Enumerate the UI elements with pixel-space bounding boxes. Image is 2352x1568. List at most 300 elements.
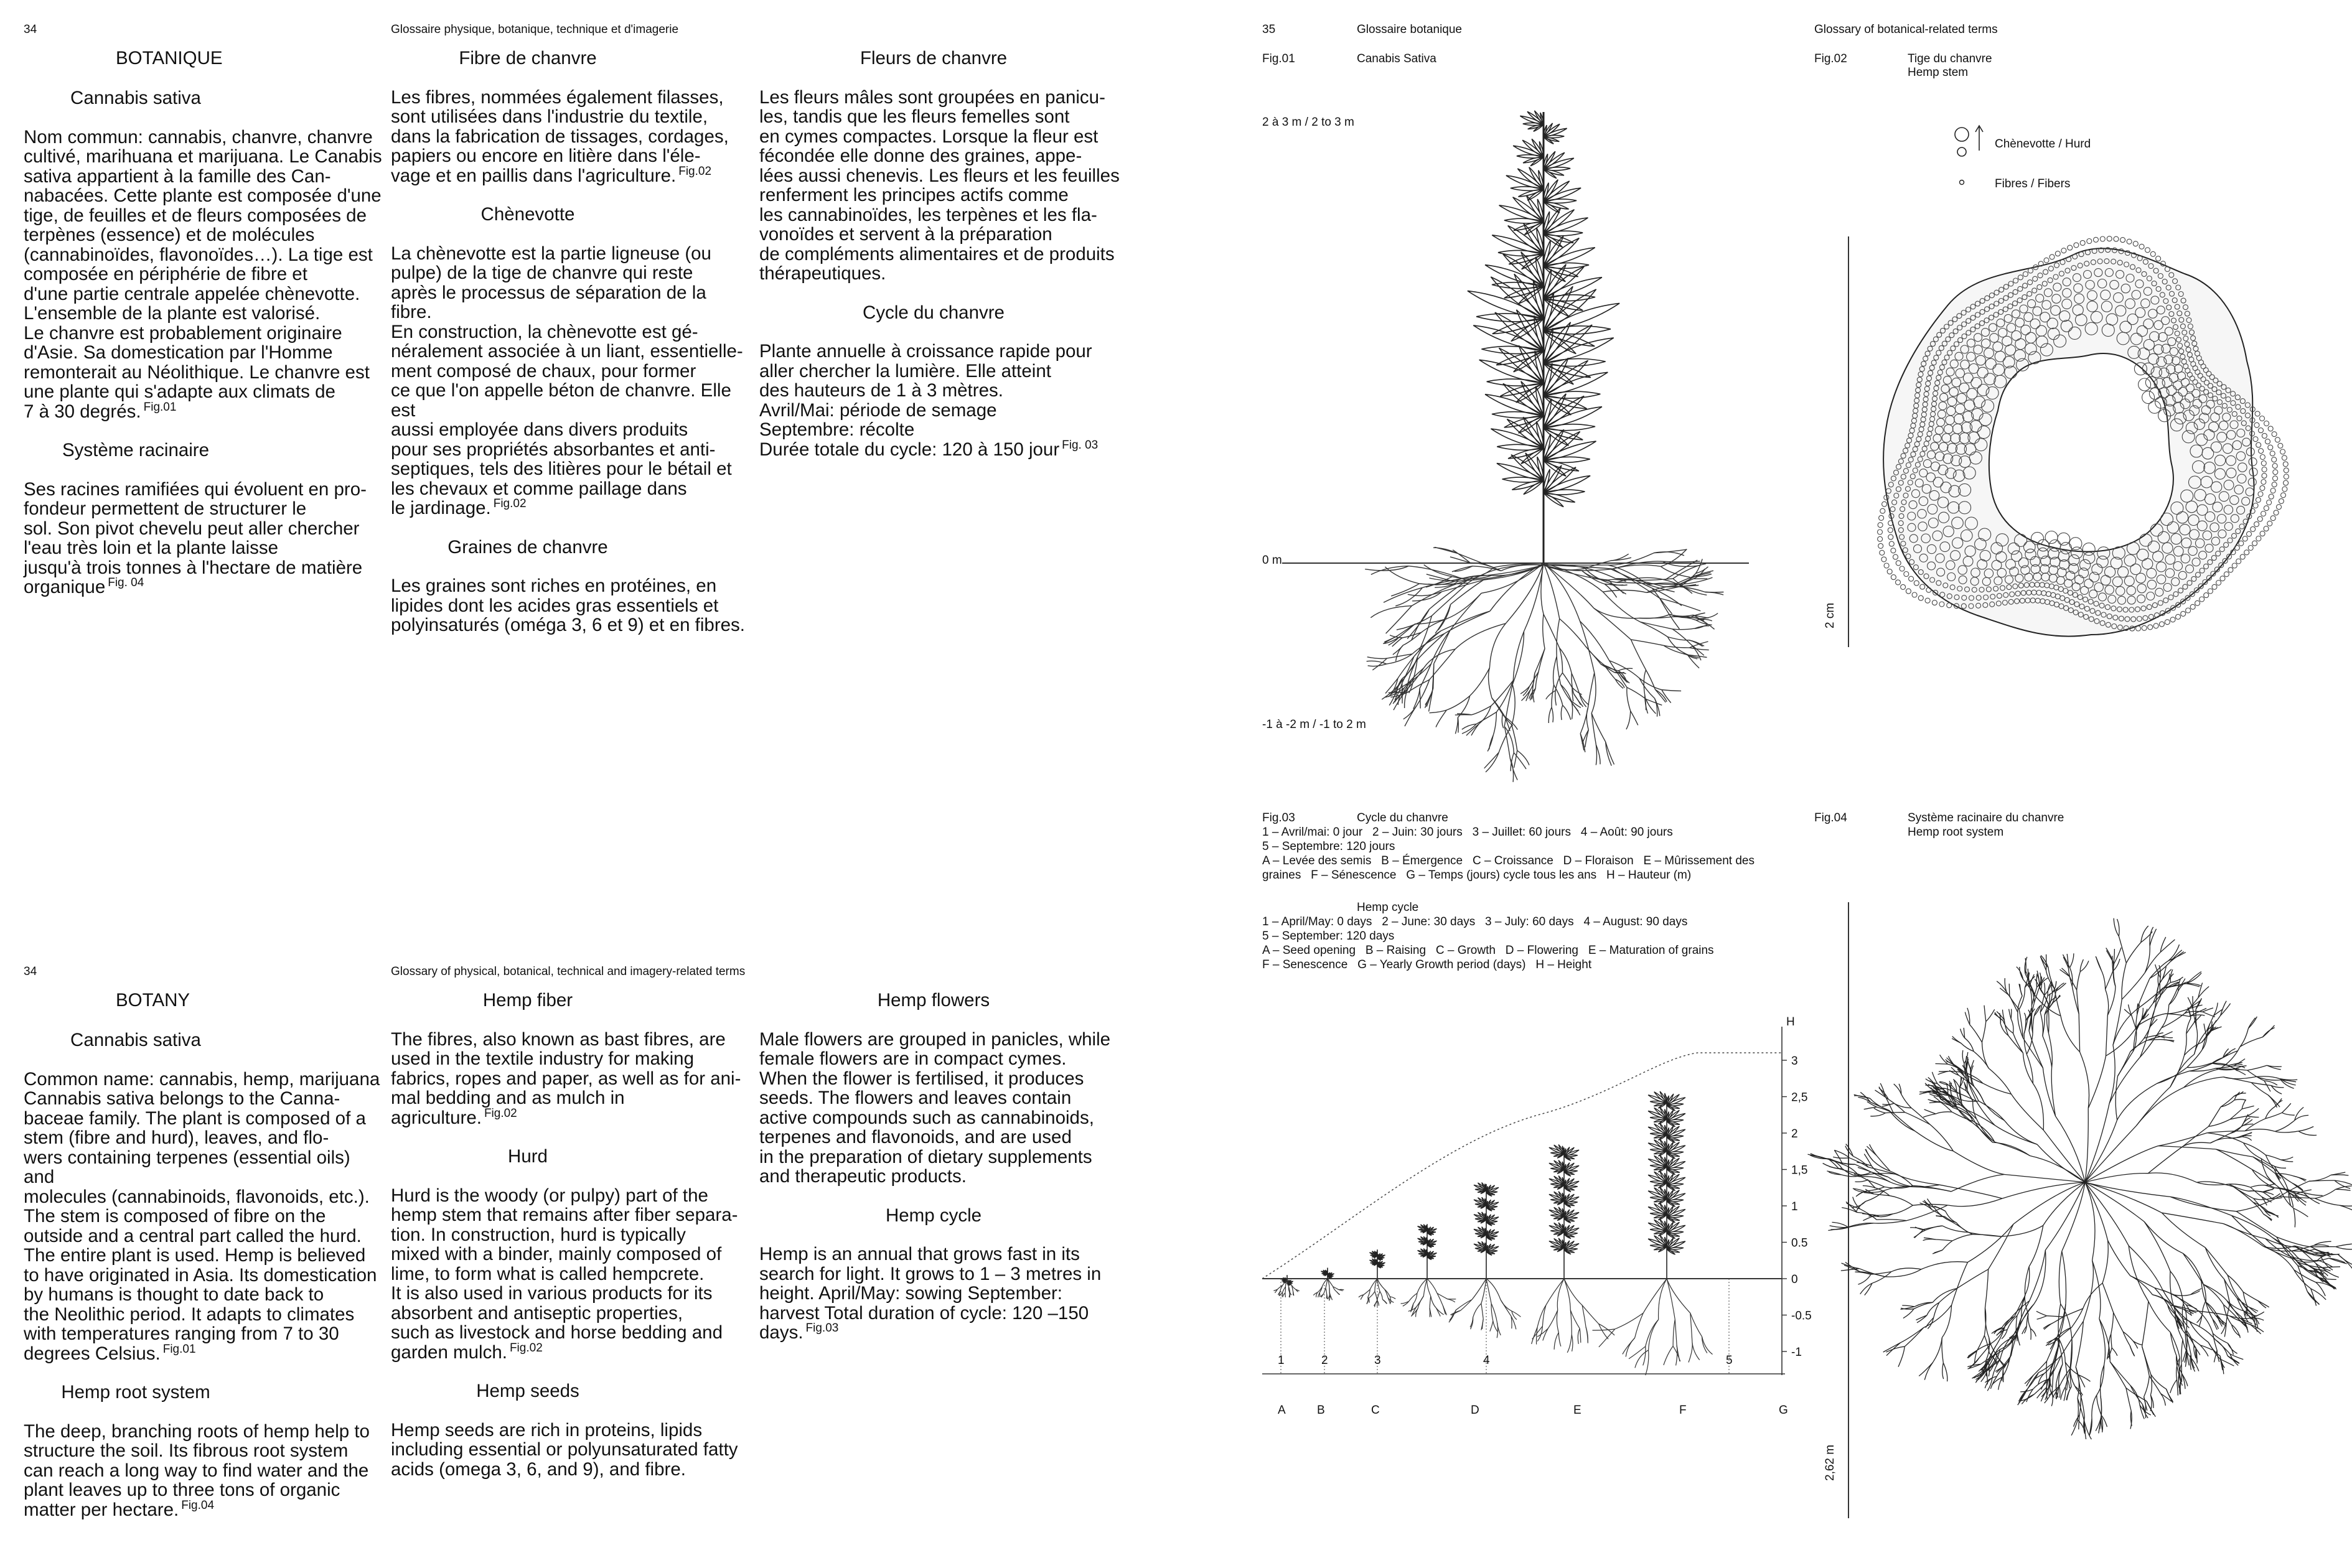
root-strand (1580, 621, 1609, 660)
root-strand (1690, 642, 1708, 648)
paragraph-cannabis-fr (24, 128, 385, 422)
root-strand (2085, 1182, 2162, 1213)
root-strand (2263, 1190, 2273, 1192)
root-strand (1876, 1155, 1890, 1171)
root-strand (2036, 974, 2037, 987)
root-strand (2028, 1314, 2030, 1329)
cell (1947, 603, 1952, 608)
column-2-fr (391, 49, 752, 635)
root-strand (1673, 1320, 1675, 1346)
cell (1906, 589, 1911, 594)
text-seeds-en: Hemp seeds are rich in proteins, lipids including essential or polyunsaturated fatty acids (omega 3, 6, and 9), and fibre. (391, 1419, 738, 1480)
cell (2268, 445, 2273, 450)
root-strand (2110, 1361, 2126, 1388)
root-strand (2063, 1309, 2083, 1317)
root-strand (2242, 1099, 2246, 1109)
root-strand (2107, 987, 2115, 1015)
fig02-scale-bar (1842, 236, 1855, 647)
root-strand (1493, 712, 1496, 735)
root-strand (1808, 1154, 1828, 1159)
root-strand (1473, 1304, 1481, 1317)
root-strand (2234, 1099, 2246, 1101)
root-strand (2077, 972, 2081, 991)
paragraph-root-en (24, 1422, 385, 1520)
cell (1879, 515, 1884, 520)
cell (2055, 251, 2060, 256)
text-flowers-fr: Les fleurs mâles sont groupées en panicu- les, tandis que les fleurs femelles sont en cymes compactes. Lorsque la fleur est fécondée elle donne des graines, appe- lées aussi chenevis. Les fleurs et les feuilles renferment les principes actifs comme les cannabinoïdes, les terpènes et les fla- vonoïdes et servent à la préparation de compléments alimentaires et de produits thérapeutiques. (759, 86, 1120, 284)
cell (2239, 541, 2244, 546)
root-strand (2171, 977, 2183, 982)
cell (2252, 541, 2257, 546)
cell (1925, 598, 1930, 603)
root-strand (1543, 614, 1545, 648)
cell (2208, 589, 2213, 594)
cell (2262, 433, 2267, 438)
paragraph-seeds-en (391, 1421, 752, 1480)
cell (2159, 622, 2164, 627)
root-strand (2046, 1361, 2047, 1379)
root-strand (2085, 1182, 2095, 1261)
root-strand (2122, 973, 2145, 999)
y-tick-label: -1 (1791, 1346, 1802, 1359)
root-strand (1283, 1293, 1285, 1297)
root-strand (1615, 1313, 1644, 1329)
cell (2281, 493, 2286, 498)
paragraph-cycle-en (759, 1244, 1120, 1343)
root-strand (1952, 1262, 1968, 1305)
root-strand (1873, 1161, 1891, 1172)
root-strand (1949, 1096, 1967, 1110)
fig02-title-fr: Tige du chanvre (1908, 52, 1992, 65)
root-strand (1916, 1315, 1927, 1320)
root-strand (1578, 1328, 1580, 1344)
section-title-fr: BOTANIQUE (116, 48, 223, 68)
root-strand (2199, 1311, 2213, 1333)
root-strand (1970, 1025, 1982, 1042)
cell (2278, 443, 2283, 448)
root-strand (1412, 633, 1445, 654)
root-strand (2083, 1283, 2102, 1309)
root-strand (2008, 1035, 2023, 1053)
root-strand (2069, 976, 2077, 990)
cell (2274, 510, 2279, 515)
root-strand (2111, 1334, 2112, 1348)
root-strand (2099, 1318, 2106, 1365)
root-strand (1455, 623, 1506, 649)
leaflet (1544, 429, 1564, 460)
root-strand (2114, 948, 2122, 964)
root-strand (1453, 550, 1470, 563)
root-strand (1535, 649, 1545, 673)
heading-seeds-fr: Graines de chanvre (447, 536, 608, 558)
root-strand (2029, 1031, 2043, 1068)
root-strand (2275, 1121, 2294, 1132)
root-strand (2029, 1225, 2043, 1266)
root-strand (1436, 710, 1446, 727)
root-strand (1408, 566, 1467, 581)
root-strand (1984, 1006, 1986, 1022)
cell (2242, 536, 2247, 541)
root-strand (2004, 1175, 2085, 1183)
root-strand (1546, 1279, 1564, 1305)
cell (1878, 530, 1883, 534)
root-strand (2080, 961, 2089, 971)
root-strand (2232, 1325, 2241, 1338)
root-strand (2216, 1149, 2253, 1157)
root-strand (1327, 1294, 1328, 1299)
cell (1893, 554, 1898, 559)
cell (2284, 474, 2289, 479)
root-strand (1470, 668, 1490, 696)
root-strand (2067, 1387, 2071, 1401)
fig03-legend-en-2: 5 – September: 120 days (1262, 930, 1395, 943)
y-tick-label: 3 (1791, 1055, 1798, 1068)
root-strand (1696, 620, 1712, 625)
heading-fiber-en: Hemp fiber (482, 990, 573, 1010)
cell (1881, 557, 1886, 562)
root-strand (2236, 1211, 2277, 1237)
root-strand (1675, 1320, 1677, 1346)
root-strand (2247, 1116, 2259, 1118)
root-strand (2112, 1348, 2117, 1356)
root-strand (2282, 1113, 2295, 1115)
phase-label: E (1573, 1404, 1581, 1417)
cell (1901, 584, 1906, 589)
fig03-legend-fr-2: 5 – Septembre: 120 jours (1262, 840, 1395, 853)
root-strand (1337, 1292, 1340, 1295)
axis-h-label: H (1786, 1015, 1795, 1029)
cell (2080, 240, 2085, 245)
root-strand (1427, 1279, 1431, 1296)
cell (2216, 581, 2221, 586)
root-strand (1451, 1310, 1460, 1315)
root-strand (1380, 1291, 1382, 1299)
root-strand (2158, 1133, 2207, 1146)
root-strand (1591, 673, 1596, 713)
fig04-title-en: Hemp root system (1908, 826, 2004, 839)
root-strand (2262, 1025, 2274, 1037)
root-strand (2114, 949, 2115, 964)
root-strand (2113, 999, 2122, 1045)
root-strand (1940, 1055, 1948, 1064)
root-strand (1923, 1226, 1942, 1230)
root-strand (1626, 711, 1631, 730)
root-strand (1942, 1305, 1951, 1337)
root-strand (2101, 971, 2105, 989)
paragraph-fiber-en (391, 1030, 752, 1128)
cell (1926, 587, 1931, 592)
root-strand (1919, 1363, 1933, 1376)
cell (2270, 451, 2275, 456)
root-strand (1936, 1112, 1952, 1114)
root-strand (1593, 1329, 1615, 1330)
stage-label: 1 (1278, 1354, 1285, 1367)
root-strand (1476, 712, 1496, 724)
cell (2284, 468, 2289, 473)
cell (1914, 581, 1919, 586)
root-strand (2186, 1019, 2191, 1034)
root-strand (1436, 1308, 1444, 1315)
root-strand (2106, 989, 2109, 1015)
root-strand (2051, 1317, 2063, 1323)
root-strand (2244, 1143, 2266, 1155)
root-strand (2160, 940, 2175, 952)
heading-cannabis-sativa-en: Cannabis sativa (70, 1030, 201, 1050)
root-strand (1629, 1346, 1646, 1359)
root-strand (2117, 1083, 2157, 1120)
root-strand (1603, 590, 1646, 593)
root-strand (1952, 1038, 1961, 1043)
root-strand (1915, 1131, 1954, 1151)
root-strand (1914, 1230, 1923, 1238)
root-strand (1995, 1142, 2030, 1155)
root-strand (1395, 587, 1422, 606)
root-strand (2044, 982, 2045, 996)
text-cannabis-fr: Nom commun: cannabis, chanvre, chanvre cultivé, marihuana et marijuana. Le Canabis sativa appartient à la famille des Can- nabacées. Cette plante est composée d'une tige, de feuilles et de fleurs composées de terpènes (essence) et de molécules (cannabinoïdes, flavonoïdes…). La tige est composée en périphérie de fibre et d'une partie centrale appelée chènevotte. L'ensemble de la plante est valorisé. Le chanvre est probablement originaire d'Asie. Sa domestication par l'Homme remonterait au Néolithique. Le chanvre est une plante qui s'adapte aux climats de 7 à 30 degrés. (24, 126, 382, 422)
root-strand (2076, 1321, 2083, 1367)
cell (2186, 608, 2191, 613)
cell (2264, 506, 2269, 511)
root-strand (1544, 563, 1580, 621)
root-strand (1876, 1220, 1907, 1221)
cell (2275, 437, 2280, 442)
root-strand (1667, 1279, 1675, 1320)
y-tick-label: 2,5 (1791, 1091, 1808, 1104)
cell (2190, 604, 2195, 609)
root-strand (1656, 689, 1666, 702)
fig03-title-en: Hemp cycle (1357, 901, 1419, 914)
root-strand (1858, 1167, 1871, 1172)
root-strand (2298, 1127, 2313, 1131)
root-strand (1867, 1180, 1885, 1187)
root-strand (1989, 1068, 2011, 1094)
root-strand (2005, 1300, 2030, 1324)
page-number-en: 34 (24, 965, 37, 978)
root-strand (1905, 1113, 1931, 1125)
cell (2133, 241, 2138, 246)
root-strand (1948, 1085, 1959, 1094)
root-strand (2261, 1159, 2267, 1176)
root-strand (1977, 1335, 1984, 1351)
text-cannabis-en: Common name: cannabis, hemp, marijuana Cannabis sativa belongs to the Canna- baceae family. The plant is composed of a stem (fibre and hurd), leaves, and flo- wers containing terpenes (essential oils) and molecules (cannabinoids, flavonoids, etc.). The stem is composed of fibre on the outside and a central part called the hurd. The entire plant is used. Hemp is believed to have originated in Asia. Its domestication by humans is thought to date back to the Neolithic period. It adapts to climates with temperatures ranging from 7 to 30 degrees Celsius. (24, 1068, 380, 1364)
root-strand (1563, 706, 1571, 720)
heading-root-system-en: Hemp root system (61, 1382, 210, 1402)
root-strand (2170, 1332, 2180, 1358)
root-strand (1896, 1174, 1940, 1185)
cell (2150, 251, 2155, 256)
root-strand (1504, 726, 1510, 758)
cell (2234, 545, 2239, 550)
text-hurd-fr: La chènevotte est la partie ligneuse (ou pulpe) de la tige de chanvre qui reste après le processus de séparation de la fibre. En construction, la chènevotte est gé- néralement associée à un liant, essentielle- ment composé de chaux, pour former ce que l'on appelle béton de chanvre. Elle est aussi employée dans divers produits pour ses propriétés absorbantes et anti- septiques, tels des litières pour le bétail et les chevaux et comme paillage dans le jardinage. (391, 243, 743, 518)
root-strand (1368, 664, 1387, 666)
root-strand (2181, 1340, 2183, 1364)
cell (2268, 426, 2273, 431)
cell (1882, 502, 1887, 506)
heading-cycle-fr: Cycle du chanvre (863, 302, 1005, 323)
root-strand (2000, 1024, 2008, 1035)
root-strand (1914, 1230, 1926, 1238)
text-cycle-fr: Plante annuelle à croissance rapide pour aller chercher la lumière. Elle atteint des hauteurs de 1 à 3 mètres. Avril/Mai: période de semage Septembre: récolte Durée totale du cycle: 120 à 150 jour (759, 341, 1092, 460)
root-strand (1618, 668, 1633, 671)
paragraph-cannabis-en (24, 1070, 385, 1364)
root-strand (2264, 1214, 2272, 1220)
cell (2283, 462, 2288, 467)
root-strand (2083, 1261, 2093, 1322)
root-strand (1377, 1279, 1380, 1291)
cell (2253, 503, 2258, 508)
root-strand (1586, 646, 1601, 665)
y-tick-label: 2 (1791, 1127, 1798, 1141)
heading-seeds-en: Hemp seeds (476, 1381, 579, 1401)
root-strand (2209, 1119, 2230, 1126)
root-strand (1435, 604, 1451, 633)
paragraph-root-fr (24, 480, 385, 597)
paragraph-hurd-en (391, 1186, 752, 1363)
root-strand (1552, 707, 1553, 722)
root-strand (1890, 1196, 1913, 1206)
phase-label: D (1471, 1404, 1479, 1417)
paragraph-flowers-fr (759, 88, 1120, 284)
root-strand (1692, 1342, 1700, 1360)
root-strand (2254, 1198, 2270, 1200)
fig02-number: Fig.02 (1814, 52, 1847, 65)
root-strand (2092, 1395, 2097, 1419)
root-strand (1640, 622, 1672, 629)
cell (1887, 569, 1892, 574)
cell (1896, 561, 1901, 566)
root-strand (1552, 685, 1554, 707)
root-strand (1512, 1311, 1521, 1317)
root-strand (1417, 1296, 1423, 1307)
root-strand (2267, 1065, 2280, 1070)
cell (2257, 516, 2262, 521)
root-strand (1546, 691, 1555, 699)
stage-label: 4 (1483, 1354, 1490, 1367)
root-strand (2007, 992, 2019, 1009)
root-strand (2012, 1094, 2044, 1130)
paragraph-cycle-fr (759, 342, 1120, 459)
root-strand (2080, 1052, 2089, 1109)
fig-ref: Fig. 04 (108, 576, 144, 590)
root-strand (2224, 1279, 2230, 1304)
cell (1888, 534, 1893, 539)
fig03-legend-fr-3: A – Levée des semis B – Émergence C – Croissance D – Floraison E – Mûrissement des (1262, 854, 1755, 867)
fig-ref: Fig.02 (509, 1341, 543, 1355)
root-strand (2045, 1182, 2085, 1250)
paragraph-flowers-en (759, 1030, 1120, 1187)
cell (1878, 543, 1883, 548)
text-root-en: The deep, branching roots of hemp help to structure the soil. Its fibrous root system can reach a long way to find water and the plant leaves up to three tons of organic matter per hectare. (24, 1421, 370, 1520)
cell (2261, 480, 2266, 485)
root-strand (1635, 1313, 1644, 1338)
y-tick-label: 0 (1791, 1273, 1798, 1286)
root-strand (1921, 1262, 1968, 1269)
root-strand (1947, 1198, 2002, 1206)
root-strand (2126, 1388, 2147, 1401)
root-strand (1974, 1052, 1989, 1068)
root-strand (2242, 1106, 2254, 1109)
root-strand (1384, 587, 1422, 602)
root-strand (1443, 1306, 1446, 1315)
cell (2176, 614, 2181, 619)
root-strand (1558, 1333, 1561, 1346)
root-strand (1690, 648, 1709, 650)
cell (2107, 236, 2112, 241)
fig01-bottom-label: -1 à -2 m / -1 to 2 m (1262, 718, 1366, 731)
root-strand (2024, 1021, 2026, 1034)
root-strand (1561, 684, 1570, 700)
root-strand (1370, 606, 1412, 618)
root-strand (1481, 1304, 1483, 1319)
root-strand (1555, 691, 1557, 706)
cell (2145, 248, 2150, 253)
cell (2279, 498, 2284, 503)
cell (2260, 416, 2265, 421)
fig03-legend-en-3: A – Seed opening B – Raising C – Growth D – Flowering E – Maturation of grains (1262, 944, 1714, 957)
root-strand (2322, 1267, 2340, 1268)
root-strand (2030, 1156, 2085, 1183)
paragraph-seeds-fr (391, 576, 752, 635)
section-title-en: BOTANY (116, 990, 190, 1010)
root-strand (2203, 1008, 2213, 1012)
root-strand (2085, 1108, 2088, 1182)
text-cycle-en: Hemp is an annual that grows fast in its search for light. It grows to 1 – 3 metres in height. April/May: sowing September: harvest Total duration of cycle: 120 –150 days. (759, 1244, 1102, 1343)
running-header-en: Glossary of physical, botanical, technical and imagery-related terms (391, 965, 746, 978)
heading-fiber-fr: Fibre de chanvre (459, 48, 597, 68)
fig-ref: Fig.04 (181, 1498, 215, 1512)
stage-label: 2 (1321, 1354, 1328, 1367)
root-strand (1893, 1113, 1915, 1131)
root-strand (2298, 1131, 2317, 1136)
root-strand (2043, 1130, 2085, 1182)
root-strand (2207, 1131, 2245, 1133)
root-strand (1450, 557, 1470, 563)
root-strand (2295, 1108, 2304, 1121)
root-strand (1983, 1083, 2012, 1094)
root-strand (1572, 703, 1573, 719)
root-strand (1482, 1319, 1483, 1329)
root-strand (2329, 1258, 2347, 1264)
root-strand (1902, 1305, 1914, 1307)
root-strand (1672, 628, 1695, 630)
root-strand (2147, 1401, 2154, 1415)
root-strand (2205, 1248, 2228, 1275)
root-strand (1548, 707, 1552, 723)
root-strand (2217, 1350, 2219, 1362)
root-strand (1986, 1009, 1995, 1021)
root-strand (2047, 1316, 2063, 1317)
root-strand (1557, 618, 1560, 656)
cell (2261, 511, 2266, 516)
cell (2212, 584, 2217, 589)
root-strand (1923, 1114, 1936, 1117)
root-strand (1420, 664, 1431, 689)
root-strand (2205, 1248, 2224, 1279)
cell (2267, 521, 2272, 526)
root-strand (1385, 567, 1419, 584)
fig01-top-label: 2 à 3 m / 2 to 3 m (1262, 116, 1354, 129)
root-strand (1968, 1224, 2013, 1262)
paragraph-hurd-fr (391, 244, 752, 518)
cell (2156, 256, 2161, 261)
cell (2200, 597, 2204, 602)
root-strand (2144, 1221, 2183, 1253)
fig03-title-fr: Cycle du chanvre (1357, 811, 1448, 824)
root-strand (1456, 1300, 1472, 1310)
root-strand (1933, 1338, 1942, 1363)
fig02-legend-circles (1954, 122, 1992, 190)
page-number-right: 35 (1262, 23, 1276, 36)
